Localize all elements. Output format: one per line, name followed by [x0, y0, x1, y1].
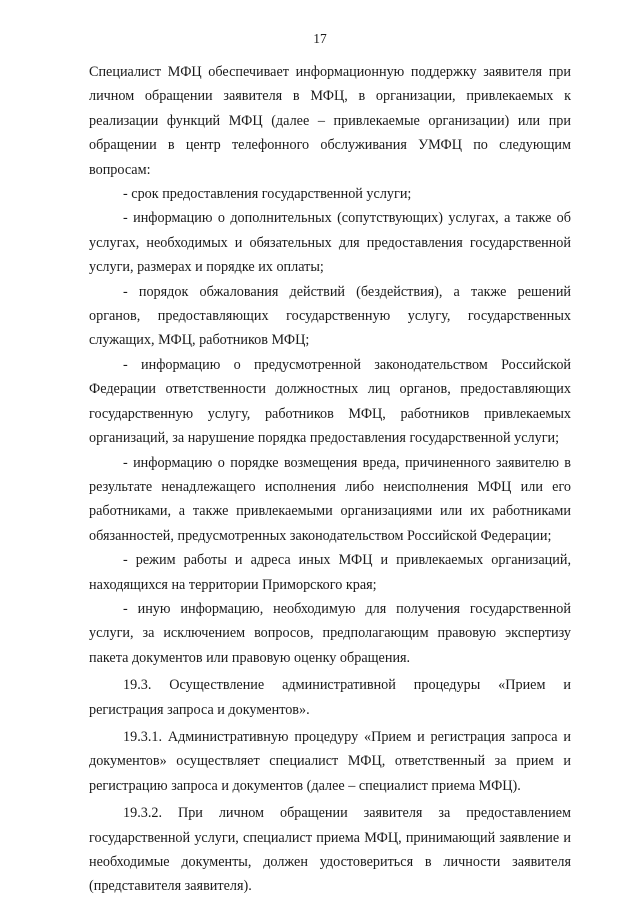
list-item-service-term: - срок предоставления государственной услуги;	[123, 186, 412, 203]
list-item-additional-services: - информацию о дополнительных (сопутствующих) услугах, а также об услугах, необходимых и обязательных для предоставления государственной услуги, размерах и порядке их оплаты;	[89, 210, 571, 276]
document-body	[89, 60, 571, 899]
section-19-3-2-paragraph: 19.3.2. При личном обращении заявителя за предоставлением государственной услуги, специалист приема МФЦ, принимающий заявление и необходимые документы, должен удостовериться в личности заявителя (представителя заявителя).	[89, 805, 571, 895]
page-number: 17	[313, 31, 327, 46]
list-item-appeal-procedure: - порядок обжалования действий (бездействия), а также решений органов, предоставляющих государственную услугу, государственных служащих, МФЦ, работников МФЦ;	[89, 283, 571, 349]
list-item-officials-liability: - информацию о предусмотренной законодательством Российской Федерации ответственности должностных лиц органов, предоставляющих государственную услугу, работников МФЦ, работников привлекаемых организаций, за нарушение порядка предоставления государственной услуги;	[89, 356, 571, 447]
section-19-3-1-paragraph: 19.3.1. Административную процедуру «Прием и регистрация запроса и документов» осуществляет специалист МФЦ, ответственный за прием и регистрацию запроса и документов (далее – специалист приема МФЦ).	[89, 728, 571, 794]
intro-paragraph: Специалист МФЦ обеспечивает информационную поддержку заявителя при личном обращении заявителя в МФЦ, в организации, привлекаемых к реализации функций МФЦ (далее – привлекаемые организации) или при обращении в центр телефонного обслуживания УМФЦ по следующим вопросам:	[89, 64, 571, 178]
section-19-3-heading: 19.3. Осуществление административной процедуры «Прием и регистрация запроса и документов».	[89, 677, 571, 718]
list-item-other-information: - иную информацию, необходимую для получения государственной услуги, за исключением вопросов, предполагающим правовую экспертизу пакета документов или правовую оценку обращения.	[89, 600, 571, 666]
list-item-office-hours: - режим работы и адреса иных МФЦ и привлекаемых организаций, находящихся на территории Приморского края;	[89, 552, 571, 593]
list-item-damage-compensation: - информацию о порядке возмещения вреда, причиненного заявителю в результате ненадлежащего исполнения либо неисполнения МФЦ или его работниками, а также привлекаемыми организациями или их работниками обязанностей, предусмотренных законодательством Российской Федерации;	[89, 454, 571, 544]
